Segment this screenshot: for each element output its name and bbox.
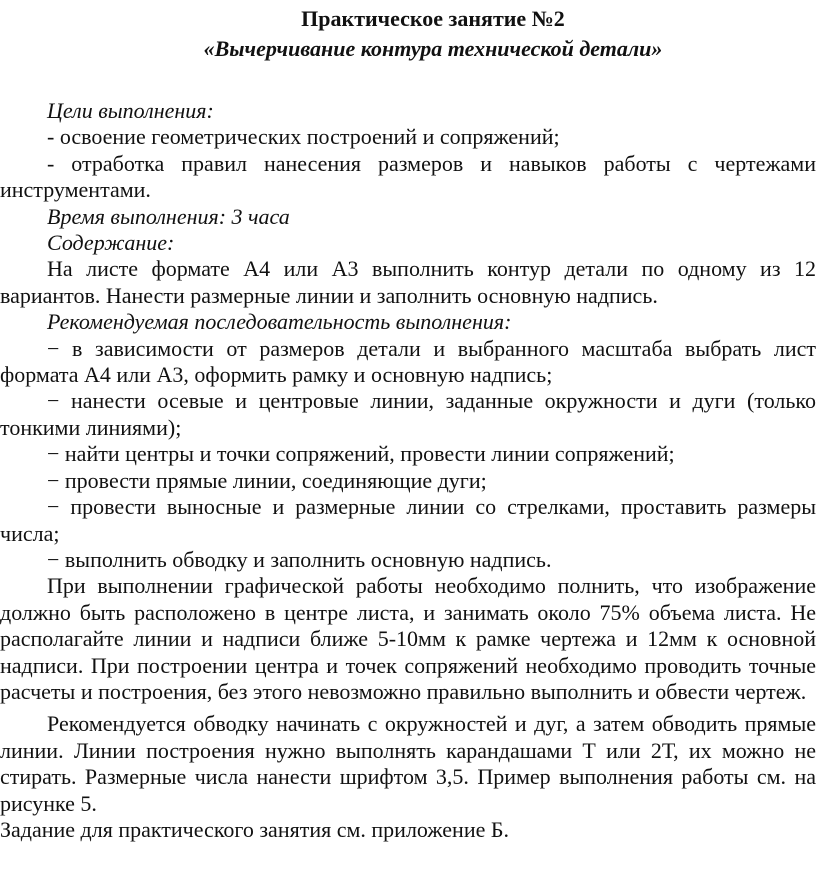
- document-body: [0, 98, 816, 843]
- footer-note: Задание для практического занятия см. приложение Б.: [0, 816, 509, 842]
- paragraph-outline-recommendations: Рекомендуется обводку начинать с окружностей и дуг, а затем обводить прямые линии. Линии построения нужно выполнять карандашами Т или 2Т, их можно не стирать. Размерные числа нанести шрифтом 3,5. Пример выполнения работы см. на рисунке 5.: [0, 711, 816, 816]
- goals-heading: Цели выполнения:: [47, 98, 214, 123]
- sequence-item: − в зависимости от размеров детали и выбранного масштаба выбрать лист формата А4 или А3, оформить рамку и основную надпись;: [0, 335, 816, 388]
- content-heading: Содержание:: [47, 230, 175, 256]
- content-text: На листе формате А4 или А3 выполнить контур детали по одному из 12 вариантов. Нанести размерные линии и заполнить основную надпись.: [0, 256, 816, 308]
- sequence-heading: Рекомендуемая последовательность выполнения:: [47, 309, 512, 335]
- document-subtitle: «Вычерчивание контура технической детали»: [203, 36, 663, 61]
- sequence-item: − провести прямые линии, соединяющие дуги;: [47, 467, 487, 493]
- paragraph-layout-requirements: При выполнении графической работы необходимо полнить, что изображение должно быть расположено в центре листа, и занимать около 75% объема листа. Не располагайте линии и надписи ближе 5-10мм к рамке чертежа и 12мм к основной надписи. При построении центра и точек сопряжений необходимо проводить точные расчеты и построения, без этого невозможно правильно выполнить и обвести чертеж.: [0, 573, 816, 704]
- sequence-item: − провести выносные и размерные линии со стрелками, проставить размеры числа;: [0, 494, 816, 546]
- goal-item: - освоение геометрических построений и сопряжений;: [47, 124, 560, 150]
- goal-item: - отработка правил нанесения размеров и навыков работы с чертежами инструментами.: [0, 150, 816, 203]
- sequence-item: − выполнить обводку и заполнить основную надпись.: [47, 546, 552, 572]
- time-text: Время выполнения: 3 часа: [47, 203, 290, 229]
- document-title: Практическое занятие №2: [301, 6, 565, 31]
- sequence-item: − найти центры и точки сопряжений, провести линии сопряжений;: [47, 441, 675, 467]
- sequence-item: − нанести осевые и центровые линии, заданные окружности и дуги (только тонкими линиями);: [0, 388, 816, 440]
